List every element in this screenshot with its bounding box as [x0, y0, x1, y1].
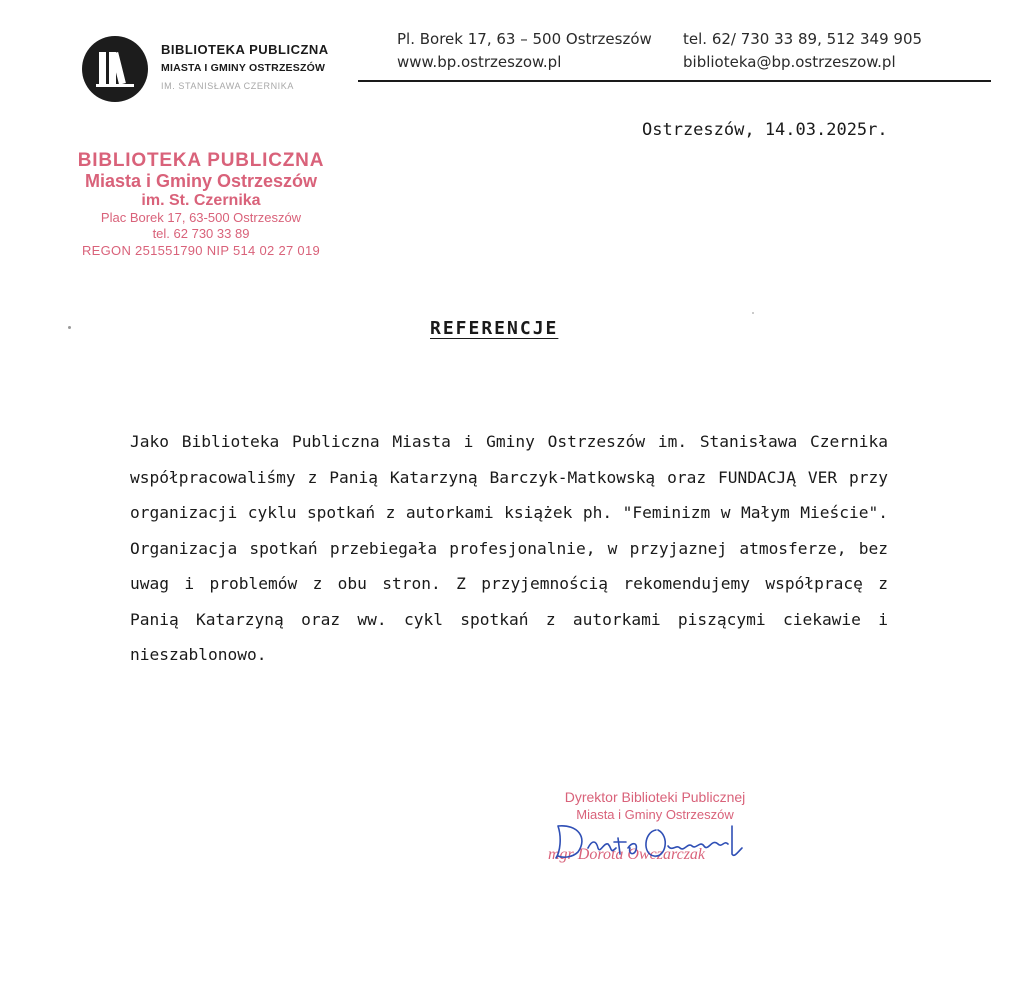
- stamp-line-5: tel. 62 730 33 89: [152, 226, 250, 241]
- header-address: Pl. Borek 17, 63 – 500 Ostrzeszów: [397, 30, 652, 48]
- signature-org: Miasta i Gminy Ostrzeszów: [576, 807, 734, 822]
- letter-date: Ostrzeszów, 14.03.2025r.: [642, 120, 888, 140]
- stamp-line-3: im. St. Czernika: [141, 192, 261, 209]
- scan-speck: [752, 312, 754, 314]
- stamp-line-4: Plac Borek 17, 63-500 Ostrzeszów: [100, 210, 302, 225]
- handwritten-signature: [548, 818, 778, 868]
- signature-role: Dyrektor Biblioteki Publicznej: [564, 789, 746, 805]
- header-divider: [358, 80, 991, 82]
- library-subname: MIASTA I GMINY OSTRZESZÓW: [161, 62, 326, 74]
- library-logo-icon: [82, 36, 148, 102]
- signature-name: mgr Dorota Owczarczak: [548, 846, 706, 863]
- stamp-line-1: BIBLIOTEKA PUBLICZNA: [77, 150, 325, 171]
- letter-body: Jako Biblioteka Publiczna Miasta i Gminy Ostrzeszów im. Stanisława Czernika współpracowaliśmy z Panią Katarzyną Barczyk-Matkowską oraz FUNDACJĄ VER przy organizacji cyklu spotkań z autorkami książek ph. "Feminizm w Małym Mieście". Organizacja spotkań przebiegała profesjonalnie, w przyjaznej atmosferze, bez uwag i problemów z obu stron. Z przyjemnością rekomendujemy współpracę z Panią Katarzyną oraz ww. cykl spotkań z autorkami piszącymi ciekawie i nieszablonowo.: [130, 432, 888, 664]
- header-email: biblioteka@bp.ostrzeszow.pl: [683, 53, 896, 71]
- stamp-line-2: Miasta i Gminy Ostrzeszów: [84, 171, 318, 191]
- document-title: REFERENCJE: [430, 318, 559, 339]
- library-patron: IM. STANISŁAWA CZERNIKA: [161, 81, 294, 91]
- scan-speck: [68, 326, 71, 329]
- header-phone: tel. 62/ 730 33 89, 512 349 905: [683, 30, 923, 48]
- library-stamp: [56, 150, 346, 260]
- stamp-line-6: REGON 251551790 NIP 514 02 27 019: [81, 243, 321, 258]
- library-name: BIBLIOTEKA PUBLICZNA: [161, 42, 329, 57]
- header-website: www.bp.ostrzeszow.pl: [397, 53, 562, 71]
